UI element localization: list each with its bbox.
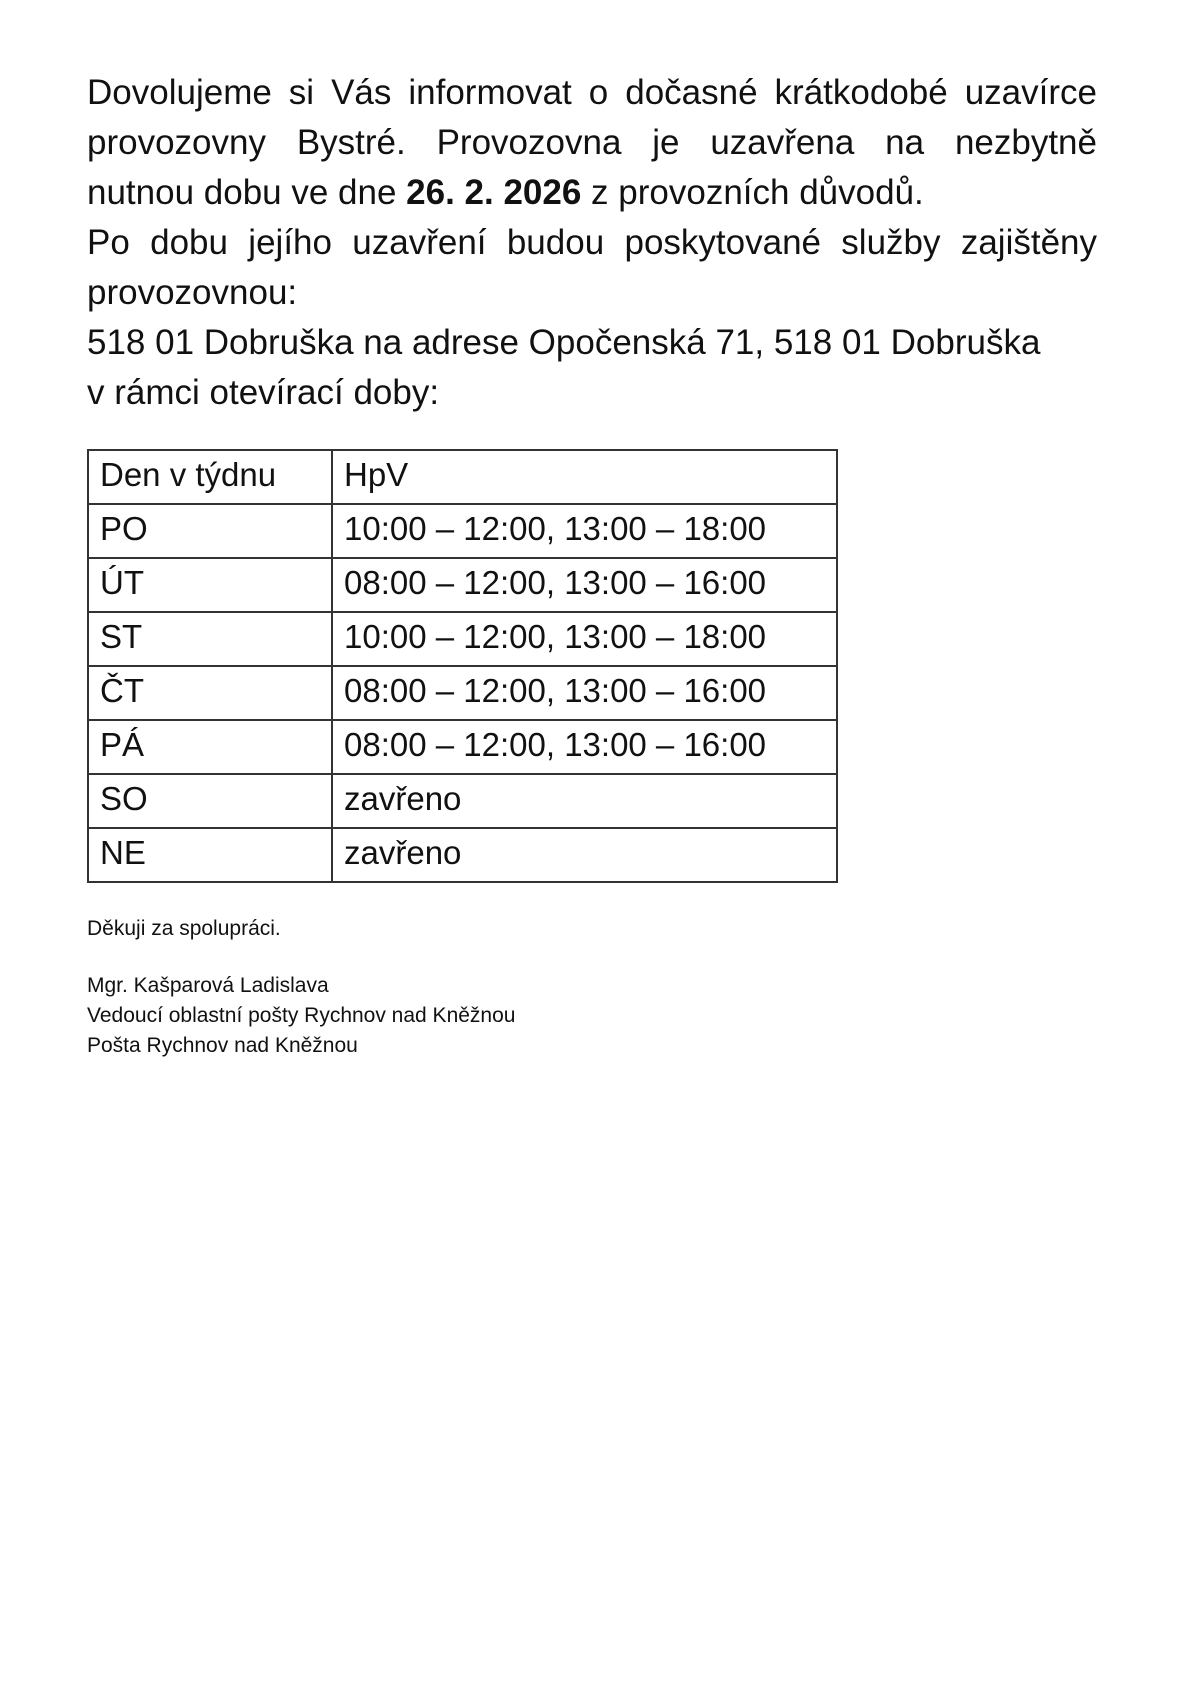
table-row: [88, 774, 837, 828]
intro-line-3-start: nutnou dobu ve dne: [87, 173, 407, 212]
table-row: [88, 558, 837, 612]
table-header-row: [88, 450, 837, 504]
intro-line-6: 518 01 Dobruška na adrese Opočenská 71, 518 01 Dobruška: [87, 323, 1041, 362]
table-row: [88, 612, 837, 666]
hours-cell: 08:00 – 12:00, 13:00 – 16:00: [332, 666, 837, 720]
thanks-text: Děkuji za spolupráci.: [87, 917, 281, 940]
intro-line-2: provozovny Bystré. Provozovna je uzavřena na nezbytně: [87, 123, 1097, 162]
signatory-position: Vedoucí oblastní pošty Rychnov nad Kněžnou: [87, 1004, 516, 1027]
intro-line-3-end: z provozních důvodů.: [581, 173, 924, 212]
table-row: [88, 666, 837, 720]
signatory-office: Pošta Rychnov nad Kněžnou: [87, 1034, 358, 1057]
hours-cell: zavřeno: [332, 774, 837, 828]
day-cell: PÁ: [88, 720, 332, 774]
day-cell: SO: [88, 774, 332, 828]
hours-cell: zavřeno: [332, 828, 837, 882]
intro-line-5: provozovnou:: [87, 273, 298, 312]
table-row: [88, 504, 837, 558]
closing-section: [87, 914, 1097, 1061]
day-cell: ČT: [88, 666, 332, 720]
day-cell: ST: [88, 612, 332, 666]
table-row: [88, 720, 837, 774]
opening-hours-table: [87, 449, 838, 883]
intro-line-4: Po dobu jejího uzavření budou poskytované služby zajištěny: [87, 223, 1097, 262]
header-hours: HpV: [332, 450, 837, 504]
intro-line-3: [87, 168, 1097, 218]
day-cell: ÚT: [88, 558, 332, 612]
table-row: [88, 828, 837, 882]
intro-text: [87, 68, 1097, 418]
hours-cell: 10:00 – 12:00, 13:00 – 18:00: [332, 504, 837, 558]
hours-cell: 08:00 – 12:00, 13:00 – 16:00: [332, 558, 837, 612]
intro-line-7: v rámci otevírací doby:: [87, 373, 440, 412]
document-page: [87, 68, 1097, 1061]
day-cell: PO: [88, 504, 332, 558]
signature-block: [87, 971, 1097, 1061]
intro-line-1: Dovolujeme si Vás informovat o dočasné krátkodobé uzavírce: [87, 73, 1097, 112]
signatory-name: Mgr. Kašparová Ladislava: [87, 974, 329, 997]
closure-date: 26. 2. 2026: [406, 173, 582, 212]
hours-cell: 08:00 – 12:00, 13:00 – 16:00: [332, 720, 837, 774]
header-day: Den v týdnu: [88, 450, 332, 504]
hours-cell: 10:00 – 12:00, 13:00 – 18:00: [332, 612, 837, 666]
day-cell: NE: [88, 828, 332, 882]
